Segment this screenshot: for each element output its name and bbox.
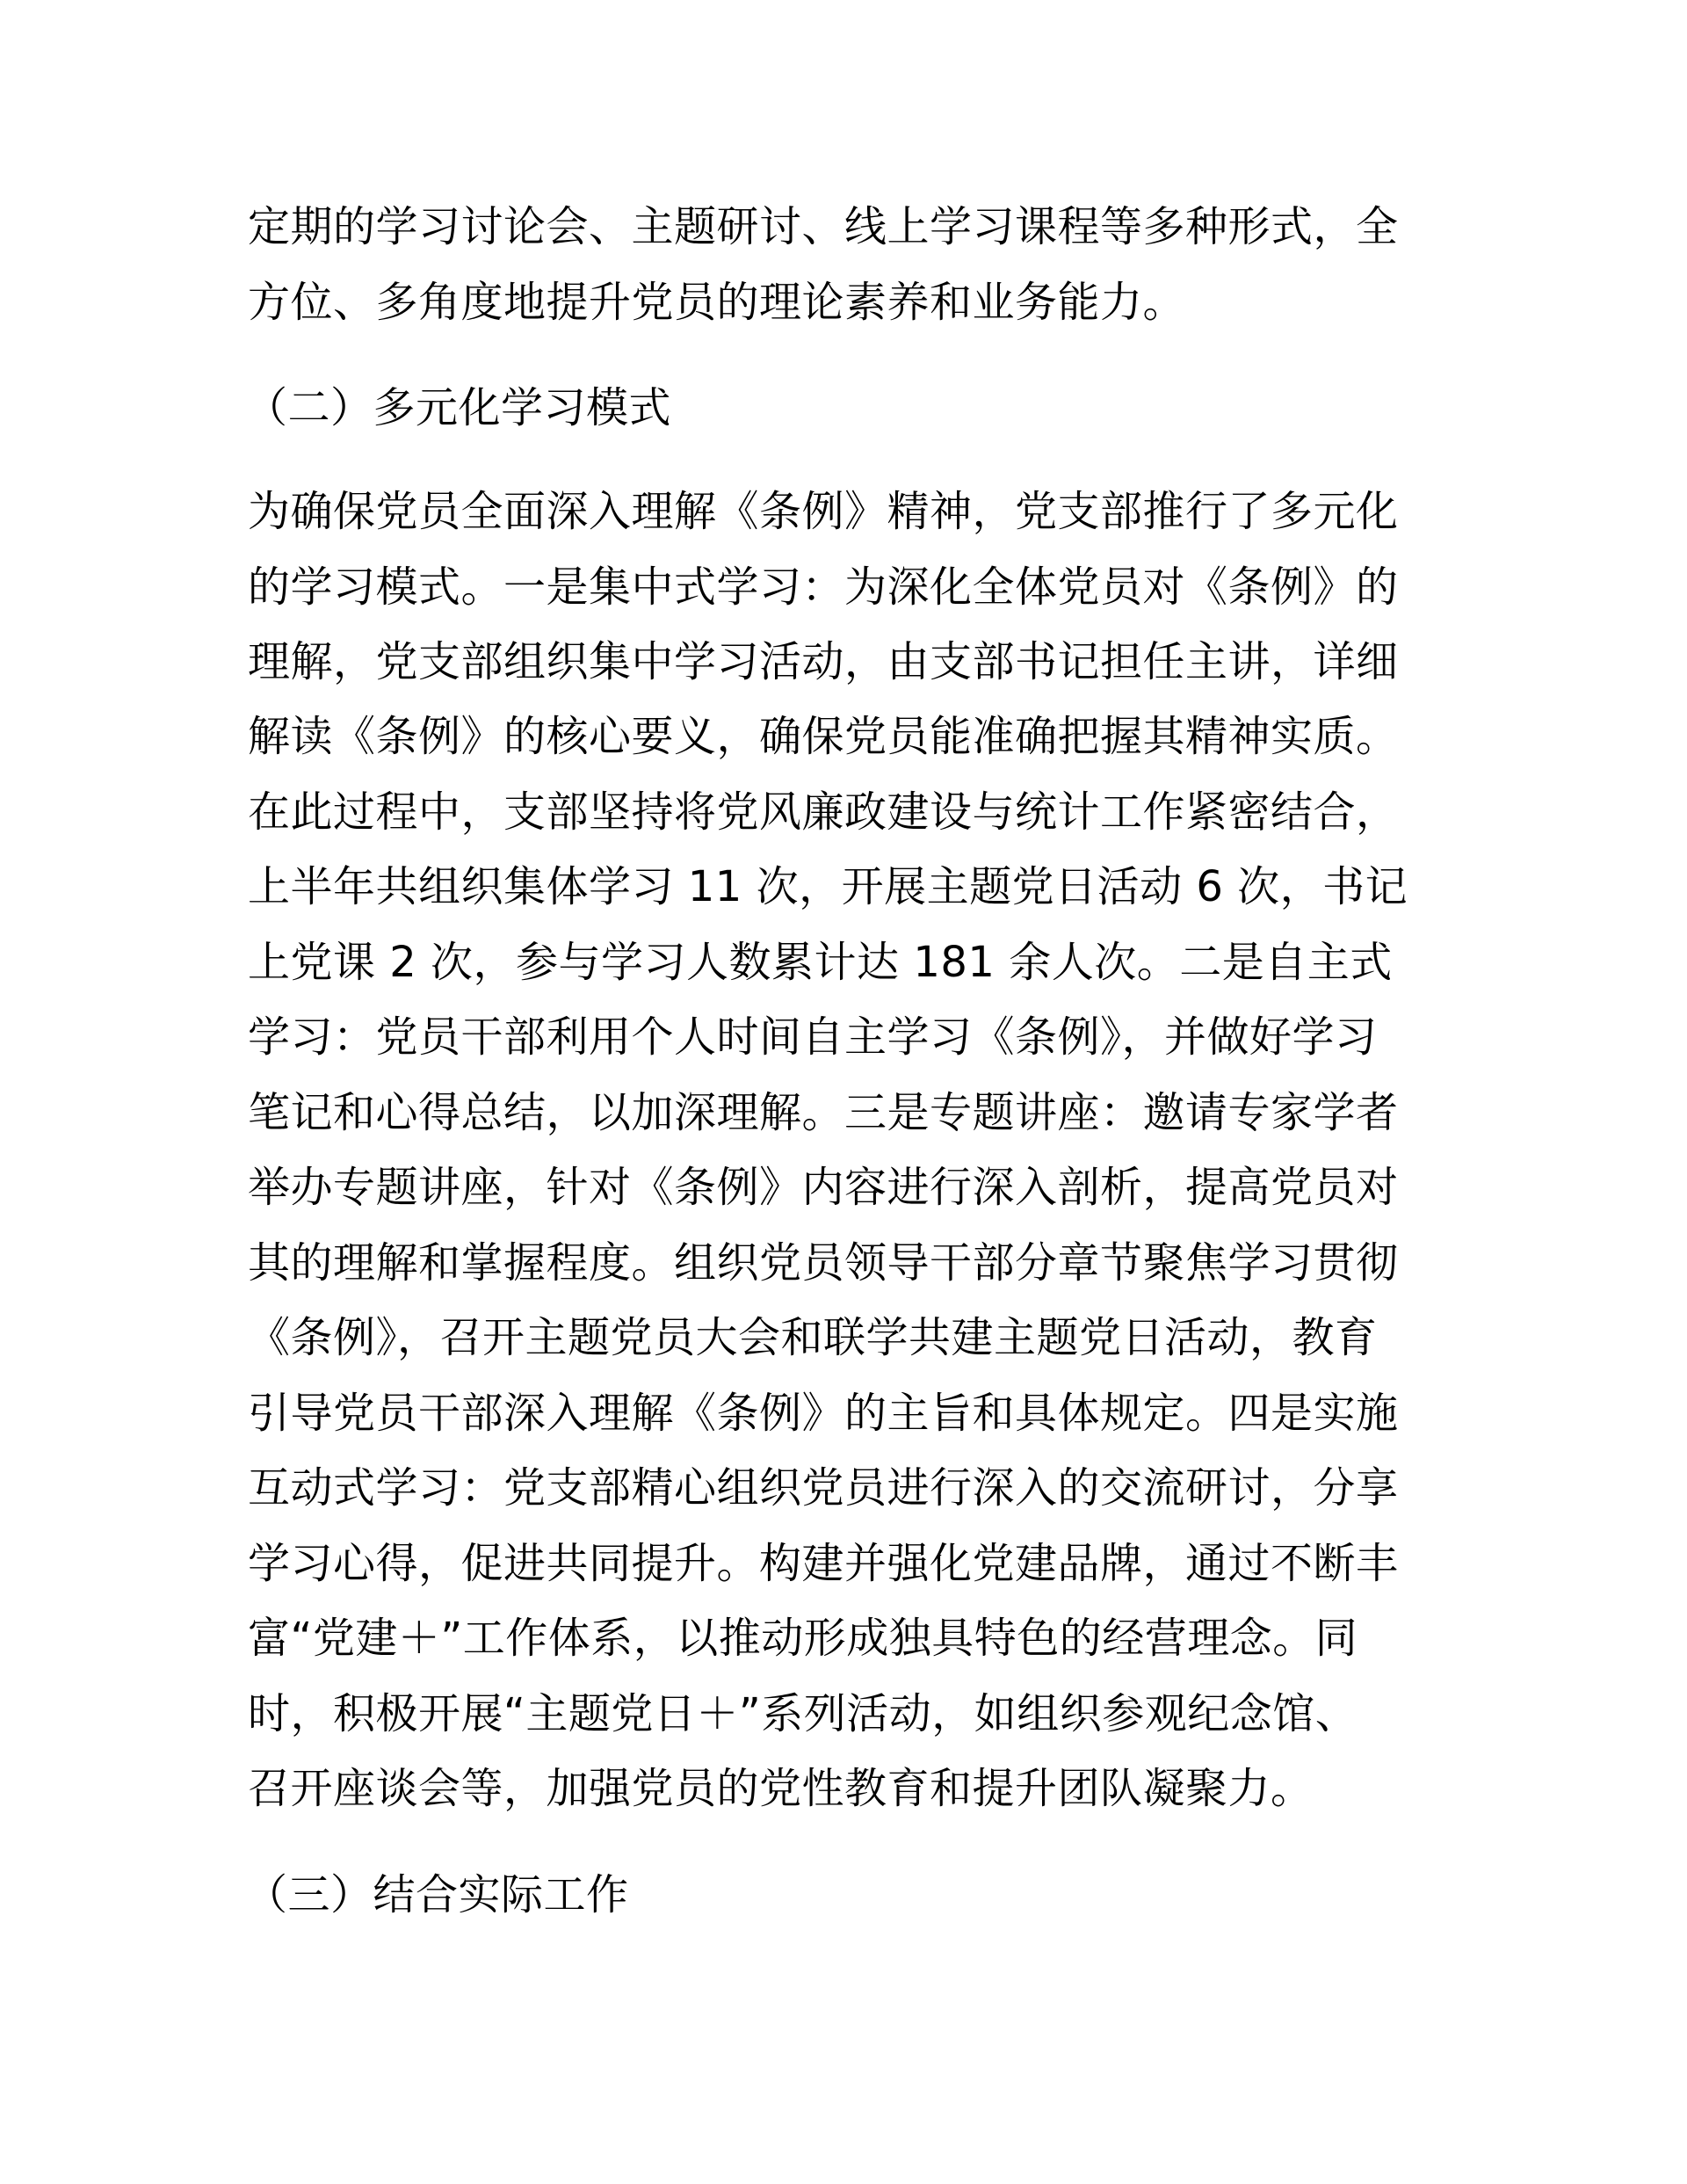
paragraph-line: 学习心得，促进共同提升。构建并强化党建品牌，通过不断丰 xyxy=(248,1539,1399,1588)
paragraph-line: 定期的学习讨论会、主题研讨、线上学习课程等多种形式，全 xyxy=(248,202,1399,251)
paragraph-line: 其的理解和掌握程度。组织党员领导干部分章节聚焦学习贯彻 xyxy=(248,1238,1399,1288)
paragraph-line: 上党课 2 次，参与学习人数累计达 181 余人次。二是自主式 xyxy=(248,938,1393,987)
paragraph-line: 学习：党员干部利用个人时间自主学习《条例》，并做好学习 xyxy=(248,1012,1378,1062)
paragraph-line: 互动式学习：党支部精心组织党员进行深入的交流研讨，分享 xyxy=(248,1463,1399,1513)
paragraph-line: 方位、多角度地提升党员的理论素养和业务能力。 xyxy=(248,278,1186,327)
paragraph-line: 理解，党支部组织集中学习活动，由支部书记担任主讲，详细 xyxy=(248,637,1399,686)
paragraph-line: 的学习模式。一是集中式学习：为深化全体党员对《条例》的 xyxy=(248,562,1399,612)
paragraph-line: 举办专题讲座，针对《条例》内容进行深入剖析，提高党员对 xyxy=(248,1163,1399,1212)
paragraph-line: 在此过程中，支部坚持将党风廉政建设与统计工作紧密结合， xyxy=(248,787,1399,837)
paragraph-line: 时，积极开展“主题党日＋”系列活动，如组织参观纪念馆、 xyxy=(248,1689,1358,1738)
paragraph-line: 《条例》，召开主题党员大会和联学共建主题党日活动，教育 xyxy=(248,1313,1378,1362)
paragraph-line: 召开座谈会等，加强党员的党性教育和提升团队凝聚力。 xyxy=(248,1764,1314,1813)
paragraph-line: 引导党员干部深入理解《条例》的主旨和具体规定。四是实施 xyxy=(248,1389,1399,1438)
paragraph-line: 笔记和心得总结，以加深理解。三是专题讲座：邀请专家学者 xyxy=(248,1088,1399,1137)
paragraph-line: 富“党建＋”工作体系，以推动形成独具特色的经营理念。同 xyxy=(248,1614,1358,1663)
section-heading: （二）多元化学习模式 xyxy=(245,383,672,432)
section-heading: （三）结合实际工作 xyxy=(245,1870,629,1919)
paragraph-line: 为确保党员全面深入理解《条例》精神，党支部推行了多元化 xyxy=(248,487,1399,536)
paragraph-line: 上半年共组织集体学习 11 次，开展主题党日活动 6 次，书记 xyxy=(248,862,1408,911)
paragraph-line: 解读《条例》的核心要义，确保党员能准确把握其精神实质。 xyxy=(248,712,1399,761)
